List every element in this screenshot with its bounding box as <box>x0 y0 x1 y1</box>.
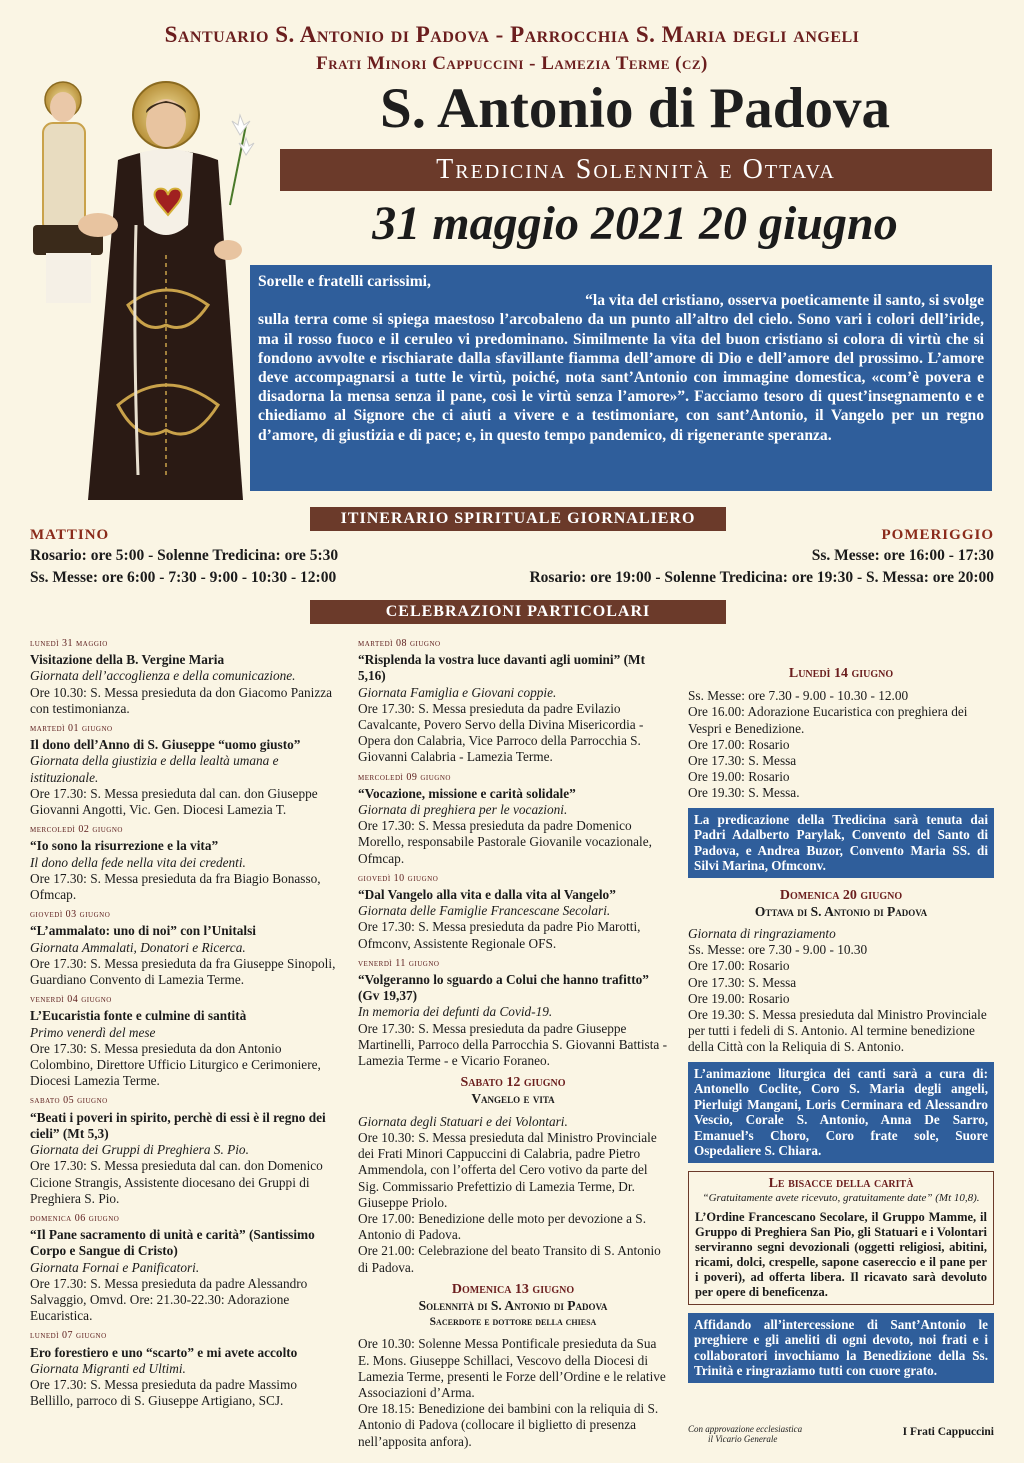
charity-bags-text: L’Ordine Francescano Secolare, il Gruppo Mamme, il Gruppo di Preghiera San Pio, gli Statuari e i Volontari serviranno segni devozionali (oggetti religiosi, abitini, ricami, dolci, crespelle, sapone casereccio e il pane per i poveri), ad offerta libera. Il ricavato sarà devoluto per opere di beneficenza. <box>695 1209 987 1299</box>
approval-line-2: il Vicario Generale <box>708 1434 778 1444</box>
sunday-13-subheading-2: Sacerdote e dottore della chiesa <box>429 1316 597 1329</box>
celebrations-banner: CELEBRAZIONI PARTICOLARI <box>310 600 726 624</box>
monday-14-line: Ore 19.30: S. Messa. <box>688 785 800 801</box>
event-block <box>358 871 668 952</box>
sunday-20-line: Ore 17.30: S. Messa <box>688 974 797 990</box>
event-title: “Beati i poveri in spirito, perchè di essi è il regno dei cieli” (Mt 5,3) <box>30 1109 326 1141</box>
event-title: Il dono dell’Anno di S. Giuseppe “uomo giusto” <box>30 737 301 753</box>
column-3 <box>688 666 994 1383</box>
monday-14-line: Ore 17.00: Rosario <box>688 736 790 752</box>
monday-14-heading: Lunedì 14 giugno <box>788 666 894 681</box>
event-text: Ore 17.30: S. Messa presieduta da padre Pio Marotti, Ofmconv, Assistente Regionale OFS. <box>358 919 641 951</box>
event-title: L’Eucaristia fonte e culmine di santità <box>30 1008 247 1024</box>
event-block <box>358 770 668 867</box>
event-text: Ore 17.30: S. Messa presieduta dal can. don Domenico Cicione Strangis, Assistente diocesano dei Gruppi di Preghiera S. Pio. <box>30 1158 323 1206</box>
monday-14-line: Ore 19.00: Rosario <box>688 769 790 785</box>
afternoon-line-1: Ss. Messe: ore 16:00 - 17:30 <box>811 547 994 564</box>
event-day: martedì 08 giugno <box>358 638 441 649</box>
sunday-20-line: Ore 19.00: Rosario <box>688 990 790 1006</box>
event-day: martedì 01 giugno <box>30 723 113 735</box>
subtitle-banner: Tredicina Solennità e Ottava <box>280 149 992 191</box>
event-day: giovedì 03 giugno <box>30 909 111 921</box>
sunday-13-subheading: Solennità di S. Antonio di Padova <box>418 1297 608 1313</box>
event-title: “Risplenda la vostra luce davanti agli uomini” (Mt 5,16) <box>358 652 646 684</box>
event-day: giovedì 10 giugno <box>358 872 439 884</box>
event-title: “Volgeranno lo sguardo a Colui che hanno trafitto” (Gv 19,37) <box>358 972 649 1004</box>
event-title: “Il Pane sacramento di unità e carità” (Santissimo Corpo e Sangue di Cristo) <box>30 1227 315 1259</box>
sunday-13-text-1: Ore 10.30: Solenne Messa Pontificale presieduta da Sua E. Mons. Giuseppe Schillaci, Vescovo della Diocesi di Lamezia Terme, presenti le Forze dell’Ordine e le relative Associazioni d’Arma. <box>358 1336 666 1400</box>
main-title: S. Antonio di Padova <box>380 77 890 140</box>
monday-14-block <box>688 666 994 802</box>
event-block <box>30 822 336 903</box>
event-block <box>30 636 336 717</box>
morning-label: MATTINO <box>30 527 110 543</box>
event-subtitle: In memoria dei defunti da Covid-19. <box>358 1004 553 1020</box>
event-day: lunedì 31 maggio <box>30 638 108 649</box>
event-subtitle: Giornata della giustizia e della lealtà umana e istituzionale. <box>30 753 279 785</box>
sunday-20-block <box>688 888 994 1056</box>
signature: I Frati Cappuccini <box>902 1426 994 1438</box>
sunday-20-day-theme: Giornata di ringraziamento <box>688 926 836 942</box>
sunday-20-subheading: Ottava di S. Antonio di Padova <box>754 903 928 919</box>
letter-body: sulla terra come si spiega maestoso l’arcobaleno da un punto all’altro del cielo. Sono vari i colori dell’iride, ma il rosso fuoco e il ceruleo vi predominano. Similmente la vita del buon cristiano si colora di virtù che si fondono avvolte e rischiarate dalla sfavillante fiamma dell’amore di Dio e dell’amore del prossimo. L’amore deve accompagnarsi a tutte le virtù, poiché, nota sant’Antonio con immagine domestica, «com’è povera e disadorna la mensa senza il pane, così le virtù senza l’amore»”. Facciamo tesoro di quest’insegnamento e e chiediamo al Signore che ci aiuti a vivere e a testimoniare, con sant’Antonio, il Vangelo per un regno d’amore, di giustizia e di pace; e, in questo tempo pandemico, di rigenerante speranza. <box>258 311 984 444</box>
choirs-notice: L’animazione liturgica dei canti sarà a cura di: Antonello Coclite, Coro S. Maria degli angeli, Pierluigi Mangani, Loris Cerminara ed Alessandro Vescio, Corale S. Antonio, Anna De Sarro, Emanuel’s Choro, Coro frate sole, Suore Ospedaliere S. Chiara. <box>688 1062 994 1163</box>
saturday-12-text-2: Ore 17.00: Benedizione delle moto per devozione a S. Antonio di Padova. <box>358 1210 647 1243</box>
afternoon-line-2: Rosario: ore 19:00 - Solenne Tredicina: ore 19:30 - S. Messa: ore 20:00 <box>529 569 994 586</box>
saturday-12-subheading: Vangelo e vita <box>471 1091 555 1107</box>
charity-bags-box <box>688 1171 994 1305</box>
event-title: Ero forestiero e uno “scarto” e mi avete accolto <box>30 1344 298 1360</box>
letter-greeting: Sorelle e fratelli carissimi, <box>258 273 431 290</box>
event-text: Ore 17.30: S. Messa presieduta da padre Alessandro Salvaggio, Omvd. Ore: 21.30-22.30: Adorazione Eucaristica. <box>30 1275 308 1324</box>
preaching-notice: La predicazione della Tredicina sarà tenuta dai Padri Adalberto Parylak, Convento del Santo di Padova, e Andrea Buzor, Convento Maria SS. di Silvi Marina, Ofmconv. <box>688 808 994 878</box>
approval-line-1: Con approvazione ecclesiastica <box>688 1424 803 1434</box>
column-1 <box>30 632 336 1409</box>
column-2 <box>358 632 668 1450</box>
event-block <box>30 907 336 988</box>
monday-14-line: Ss. Messe: ore 7.30 - 9.00 - 10.30 - 12.00 <box>688 688 909 704</box>
event-title: “Dal Vangelo alla vita e dalla vita al Vangelo” <box>358 887 616 903</box>
event-title: “Vocazione, missione e carità solidale” <box>358 785 576 801</box>
saint-anthony-statue-image <box>18 75 258 505</box>
monday-14-line: Ore 17.30: S. Messa <box>688 753 797 769</box>
sunday-20-heading: Domenica 20 giugno <box>779 887 903 903</box>
event-day: sabato 05 giugno <box>30 1095 108 1107</box>
event-day: venerdì 11 giugno <box>358 957 440 969</box>
sunday-20-line: Ore 17.00: Rosario <box>688 958 790 974</box>
event-text: Ore 17.30: S. Messa presieduta da padre Domenico Morello, responsabile Pastorale Giovanile vocazionale, Ofmcap. <box>358 818 652 866</box>
afternoon-label: POMERIGGIO <box>881 527 994 543</box>
event-title: Visitazione della B. Vergine Maria <box>30 652 225 668</box>
event-subtitle: Primo venerdì del mese <box>30 1024 156 1040</box>
event-text: Ore 17.30: S. Messa presieduta dal can. don Giuseppe Giovanni Angotti, Vic. Gen. Diocesi Lamezia T. <box>30 785 318 818</box>
charity-bags-quote: “Gratuitamente avete ricevuto, gratuitamente date” (Mt 10,8). <box>702 1191 980 1204</box>
event-day: lunedì 07 giugno <box>30 1330 107 1342</box>
event-day: domenica 06 giugno <box>30 1212 120 1224</box>
closing-blessing: Affidando all’intercessione di Sant’Antonio le preghiere e gli aneliti di ogni devoto, noi frati e i collaboratori invochiamo la Benedizione della Ss. Trinità e ringraziamo tutti con cuore grato. <box>688 1313 994 1383</box>
event-block <box>358 636 668 766</box>
letter-quote-start: “la vita del cristiano, osserva poeticamente il santo, si svolge <box>585 292 984 310</box>
event-block <box>30 721 336 818</box>
event-subtitle: Giornata dell’accoglienza e della comunicazione. <box>30 668 296 684</box>
sunday-20-line: Ore 19.30: S. Messa presieduta dal Ministro Provinciale per tutti i fedeli di S. Antonio. Al termine benedizione della Città con la Reliquia di S. Antonio. <box>688 1007 987 1055</box>
morning-line-2: Ss. Messe: ore 6:00 - 7:30 - 9:00 - 10:30 - 12:00 <box>30 569 337 586</box>
event-text: Ore 17.30: S. Messa presieduta da padre Massimo Bellillo, parroco di S. Giuseppe Artigiano, SCJ. <box>30 1376 297 1409</box>
event-title: “L’ammalato: uno di noi” con l’Unitalsi <box>30 923 256 939</box>
sunday-13-block <box>358 1282 668 1450</box>
saturday-12-day-theme: Giornata degli Statuari e dei Volontari. <box>358 1113 568 1129</box>
event-text: Ore 17.30: S. Messa presieduta da padre Evilazio Cavalcante, Povero Servo della Divina Misericordia - Opera don Calabria, Vice Parroco della Parrocchia S. Giovanni Calabria - Lamezia Terme. <box>358 700 644 765</box>
event-text: Ore 17.30: S. Messa presieduta da padre Giuseppe Martinelli, Parroco della Parrocchia S. Giovanni Battista - Lamezia Terme - e Vicario Foraneo. <box>358 1020 668 1069</box>
event-subtitle: Giornata Famiglia e Giovani coppie. <box>358 684 557 700</box>
event-subtitle: Giornata Migranti ed Ultimi. <box>30 1360 186 1376</box>
friars-heading: Frati Minori Cappuccini - Lamezia Terme (cz) <box>316 53 708 74</box>
sunday-13-heading: Domenica 13 giugno <box>451 1281 575 1297</box>
event-dates: 31 maggio 2021 20 giugno <box>372 197 898 250</box>
saturday-12-heading: Sabato 12 giugno <box>460 1075 566 1091</box>
saturday-12-text-3: Ore 21.00: Celebrazione del beato Transito di S. Antonio di Padova. <box>358 1243 661 1275</box>
morning-line-1: Rosario: ore 5:00 - Solenne Tredicina: ore 5:30 <box>30 547 339 564</box>
itinerary-banner: ITINERARIO SPIRITUALE GIORNALIERO <box>310 507 726 531</box>
sunday-20-line: Ss. Messe: ore 7.30 - 9.00 - 10.30 <box>688 942 868 958</box>
event-block <box>30 1328 336 1409</box>
sanctuary-heading: Santuario S. Antonio di Padova - Parrocchia S. Maria degli angeli <box>164 22 860 47</box>
event-text: Ore 17.30: S. Messa presieduta da fra Giuseppe Sinopoli, Guardiano Convento di Lamezia Terme. <box>30 955 336 988</box>
ecclesiastical-approval <box>688 1424 802 1444</box>
event-block <box>30 1093 336 1206</box>
event-day: venerdì 04 giugno <box>30 994 112 1006</box>
event-block <box>358 956 668 1069</box>
event-subtitle: Giornata delle Famiglie Francescane Secolari. <box>358 903 611 919</box>
event-day: mercoledì 09 giugno <box>358 771 451 783</box>
event-subtitle: Il dono della fede nella vita dei credenti. <box>30 854 246 870</box>
event-subtitle: Giornata Fornai e Panificatori. <box>30 1259 200 1275</box>
event-subtitle: Giornata Ammalati, Donatori e Ricerca. <box>30 939 246 955</box>
saturday-12-block <box>358 1075 668 1275</box>
event-block <box>30 992 336 1089</box>
letter-box <box>250 265 992 491</box>
event-subtitle: Giornata di preghiera per le vocazioni. <box>358 802 568 818</box>
event-day: mercoledì 02 giugno <box>30 824 123 836</box>
event-subtitle: Giornata dei Gruppi di Preghiera S. Pio. <box>30 1142 249 1158</box>
event-text: Ore 17.30: S. Messa presieduta da fra Biagio Bonasso, Ofmcap. <box>30 870 321 903</box>
event-text: Ore 10.30: S. Messa presieduta da don Giacomo Panizza con testimonianza. <box>30 684 333 716</box>
charity-bags-heading: Le bisacce della carità <box>768 1175 914 1191</box>
event-text: Ore 17.30: S. Messa presieduta da don Antonio Colombino, Direttore Ufficio Liturgico e Cerimoniere, Diocesi Lamezia Terme. <box>30 1040 321 1089</box>
event-title: “Io sono la risurrezione e la vita” <box>30 838 219 854</box>
monday-14-line: Ore 16.00: Adorazione Eucaristica con preghiera dei Vespri e Benedizione. <box>688 704 968 736</box>
saturday-12-text-1: Ore 10.30: S. Messa presieduta dal Ministro Provinciale dei Frati Minori Cappuccini di Calabria, padre Pietro Ammendola, con l’offerta del Cero votivo da parte del Sig. Commissario Prefettizio di Lamezia Terme, Dr. Giuseppe Priolo. <box>358 1129 657 1210</box>
sunday-13-text-2: Ore 18.15: Benedizione dei bambini con la reliquia di S. Antonio di Padova (collocare il biglietto di presenza nell’apposita anfora). <box>358 1401 659 1449</box>
event-block <box>30 1211 336 1324</box>
